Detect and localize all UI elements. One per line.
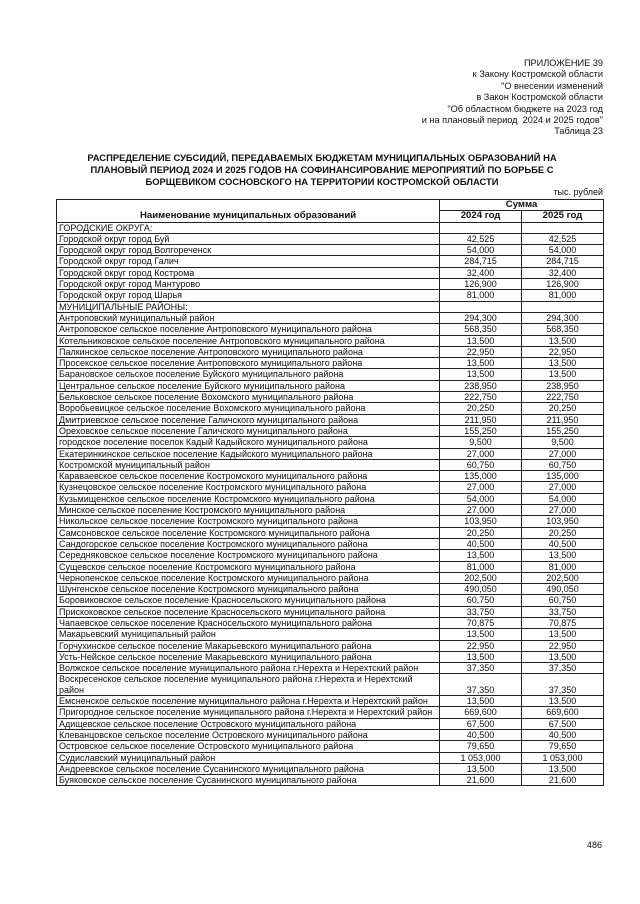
table-row	[57, 763, 604, 774]
amount-2025: 81,000	[522, 290, 604, 301]
municipality-name: Чернопенское сельское поселение Костромского муниципального района	[57, 572, 440, 583]
municipality-name: Усть-Нейское сельское поселение Макарьевского муниципального района	[57, 651, 440, 662]
amount-2025: 70,875	[522, 617, 604, 628]
amount-2024	[440, 222, 522, 233]
amount-2024: 79,650	[440, 741, 522, 752]
table-row	[57, 696, 604, 707]
amount-2025: 54,000	[522, 245, 604, 256]
amount-2025: 13,500	[522, 550, 604, 561]
table-row	[57, 595, 604, 606]
amount-2025: 1 053,000	[522, 752, 604, 763]
amount-2024: 40,500	[440, 729, 522, 740]
amount-2024: 294,300	[440, 312, 522, 323]
table-row	[57, 707, 604, 718]
municipality-name: Макарьевский муниципальный район	[57, 629, 440, 640]
amount-2024: 103,950	[440, 516, 522, 527]
municipality-name: Минское сельское поселение Костромского муниципального района	[57, 505, 440, 516]
table-row	[57, 640, 604, 651]
municipality-name: Сандогорское сельское поселение Костромского муниципального района	[57, 538, 440, 549]
amount-2025: 202,500	[522, 572, 604, 583]
header-line: ПРИЛОЖЕНИЕ 39	[523, 58, 603, 68]
municipality-name: Костромской муниципальный район	[57, 459, 440, 470]
municipality-name: Городской округ город Галич	[57, 256, 440, 267]
amount-2025: 9,500	[522, 437, 604, 448]
table-row	[57, 437, 604, 448]
municipality-name: Дмитриевское сельское поселение Галичского муниципального района	[57, 414, 440, 425]
amount-2024: 126,900	[440, 279, 522, 290]
amount-2024: 13,500	[440, 629, 522, 640]
amount-2024: 20,250	[440, 403, 522, 414]
municipality-name: Шунгенское сельское поселение Костромского муниципального района	[57, 584, 440, 595]
amount-2024: 20,250	[440, 527, 522, 538]
amount-2024: 33,750	[440, 606, 522, 617]
municipality-name: Центральное сельское поселение Буйского муниципального района	[57, 380, 440, 391]
amount-2025: 33,750	[522, 606, 604, 617]
amount-2025: 284,715	[522, 256, 604, 267]
municipality-name: Антроповское сельское поселение Антроповского муниципального района	[57, 324, 440, 335]
municipality-name: Ореховское сельское поселение Галичского муниципального района	[57, 425, 440, 436]
table-row	[57, 471, 604, 482]
table-row	[57, 222, 604, 233]
table-row	[57, 651, 604, 662]
amount-2024: 22,950	[440, 346, 522, 357]
municipality-name: Барановское сельское поселение Буйского муниципального района	[57, 369, 440, 380]
table-row	[57, 358, 604, 369]
amount-2024: 27,000	[440, 448, 522, 459]
municipality-name: Антроповский муниципальный район	[57, 312, 440, 323]
amount-2025: 13,500	[522, 651, 604, 662]
amount-2025: 294,300	[522, 312, 604, 323]
amount-2024: 27,000	[440, 505, 522, 516]
table-row	[57, 572, 604, 583]
municipality-name: Воскресенское сельское поселение муниципального района г.Нерехта и Нерехтский район	[57, 674, 440, 696]
amount-2024: 13,500	[440, 763, 522, 774]
table-row	[57, 493, 604, 504]
municipality-name: Клеванцовское сельское поселение Островского муниципального района	[57, 729, 440, 740]
header-line: к Закону Костромской области	[472, 69, 603, 80]
column-header-name: Наименование муниципальных образований	[57, 200, 440, 223]
amount-2025: 60,750	[522, 595, 604, 606]
municipality-name: Городской округ город Кострома	[57, 267, 440, 278]
table-row	[57, 752, 604, 763]
amount-2024: 81,000	[440, 290, 522, 301]
table-row	[57, 369, 604, 380]
amount-2025: 490,050	[522, 584, 604, 595]
amount-2025: 27,000	[522, 448, 604, 459]
table-row	[57, 663, 604, 674]
municipality-name: Середняковское сельское поселение Костромского муниципального района	[57, 550, 440, 561]
municipality-name: Городской округ город Буй	[57, 233, 440, 244]
table-row	[57, 301, 604, 312]
amount-2025: 40,500	[522, 729, 604, 740]
amount-2024: 32,400	[440, 267, 522, 278]
amount-2025: 81,000	[522, 561, 604, 572]
table-row	[57, 505, 604, 516]
amount-2025: 79,650	[522, 741, 604, 752]
amount-2025: 37,350	[522, 663, 604, 674]
table-row	[57, 256, 604, 267]
amount-2024: 669,600	[440, 707, 522, 718]
table-row	[57, 403, 604, 414]
amount-2025: 568,350	[522, 324, 604, 335]
table-row	[57, 674, 604, 696]
amount-2025: 103,950	[522, 516, 604, 527]
header-line: и на плановый период 2024 и 2025 годов"	[421, 115, 603, 126]
amount-2024: 13,500	[440, 550, 522, 561]
table-row	[57, 584, 604, 595]
municipality-name: ГОРОДСКИЕ ОКРУГА:	[57, 222, 440, 233]
table-row	[57, 606, 604, 617]
municipality-name: Воробьевицкое сельское поселение Вохомского муниципального района	[57, 403, 440, 414]
table-row	[57, 267, 604, 278]
amount-2025: 135,000	[522, 471, 604, 482]
municipality-name: Просекское сельское поселение Антроповского муниципального района	[57, 358, 440, 369]
amount-2024: 60,750	[440, 459, 522, 470]
amount-2024: 40,500	[440, 538, 522, 549]
table-row	[57, 324, 604, 335]
amount-2024: 67,500	[440, 718, 522, 729]
amount-2024: 21,600	[440, 775, 522, 786]
amount-2024: 13,500	[440, 335, 522, 346]
amount-2025: 22,950	[522, 346, 604, 357]
amount-2024: 13,500	[440, 358, 522, 369]
table-row	[57, 245, 604, 256]
amount-2025: 32,400	[522, 267, 604, 278]
column-header-sum: Сумма	[440, 200, 604, 211]
amount-2025: 54,000	[522, 493, 604, 504]
amount-2024: 135,000	[440, 471, 522, 482]
table-row	[57, 550, 604, 561]
municipality-name: Городской округ город Мантурово	[57, 279, 440, 290]
amount-2025: 126,900	[522, 279, 604, 290]
amount-2024	[440, 301, 522, 312]
table-row	[57, 380, 604, 391]
municipality-name: Екатеринкинское сельское поселение Кадыйского муниципального района	[57, 448, 440, 459]
municipality-name: Городской округ город Волгореченск	[57, 245, 440, 256]
municipality-name: Андреевское сельское поселение Сусанинского муниципального района	[57, 763, 440, 774]
table-row	[57, 729, 604, 740]
municipality-name: Волжское сельское поселение муниципального района г.Нерехта и Нерехтский район	[57, 663, 440, 674]
amount-2024: 22,950	[440, 640, 522, 651]
municipality-name: Кузнецовское сельское поселение Костромского муниципального района	[57, 482, 440, 493]
municipality-name: Адищевское сельское поселение Островского муниципального района	[57, 718, 440, 729]
amount-2025: 13,500	[522, 369, 604, 380]
municipality-name: Никольское сельское поселение Костромского муниципального района	[57, 516, 440, 527]
amount-2025	[522, 222, 604, 233]
amount-2025: 22,950	[522, 640, 604, 651]
municipality-name: Судиславский муниципальный район	[57, 752, 440, 763]
table-row	[57, 629, 604, 640]
amount-2025: 27,000	[522, 482, 604, 493]
table-row	[57, 290, 604, 301]
amount-2025: 13,500	[522, 358, 604, 369]
amount-2025	[522, 301, 604, 312]
municipality-name: Горчухинское сельское поселение Макарьевского муниципального района	[57, 640, 440, 651]
municipality-name: городское поселение поселок Кадый Кадыйского муниципального района	[57, 437, 440, 448]
amount-2025: 27,000	[522, 505, 604, 516]
amount-2024: 37,350	[440, 663, 522, 674]
municipality-name: Кузьмищенское сельское поселение Костромского муниципального района	[57, 493, 440, 504]
amount-2025: 40,500	[522, 538, 604, 549]
page-number: 486	[586, 840, 602, 850]
amount-2025: 42,525	[522, 233, 604, 244]
municipality-name: Палкинское сельское поселение Антроповского муниципального района	[57, 346, 440, 357]
header-line: в Закон Костромской области	[476, 92, 603, 103]
municipality-name: Буяковское сельское поселение Сусанинского муниципального района	[57, 775, 440, 786]
amount-2025: 20,250	[522, 403, 604, 414]
table-row	[57, 516, 604, 527]
municipality-name: Городской округ город Шарья	[57, 290, 440, 301]
amount-2024: 37,350	[440, 674, 522, 696]
municipality-name: Бельковское сельское поселение Вохомского муниципального района	[57, 392, 440, 403]
amount-2025: 211,950	[522, 414, 604, 425]
table-row	[57, 527, 604, 538]
amount-2024: 13,500	[440, 651, 522, 662]
municipality-name: Емсненское сельское поселение муниципального района г.Нерехта и Нерехтский район	[57, 696, 440, 707]
amount-2024: 155,250	[440, 425, 522, 436]
municipality-name: Боровиковское сельское поселение Красносельского муниципального района	[57, 595, 440, 606]
amount-2025: 155,250	[522, 425, 604, 436]
table-row	[57, 312, 604, 323]
document-title: РАСПРЕДЕЛЕНИЕ СУБСИДИЙ, ПЕРЕДАВАЕМЫХ БЮДЖЕТАМ МУНИЦИПАЛЬНЫХ ОБРАЗОВАНИЙ НА ПЛАНОВЫЙ ПЕРИОД 2024 И 2025 ГОДОВ НА СОФИНАНСИРОВАНИЕ МЕРОПРИЯТИЙ ПО БОРЬБЕ С БОРЩЕВИКОМ СОСНОВСКОГО НА ТЕРРИТОРИИ КОСТРОМСКОЙ ОБЛАСТИ	[87, 152, 557, 187]
amount-2025: 669,600	[522, 707, 604, 718]
units-label: тыс. рублей	[553, 187, 603, 197]
table-row	[57, 346, 604, 357]
amount-2024: 54,000	[440, 493, 522, 504]
municipality-name: Самсоновское сельское поселение Костромского муниципального района	[57, 527, 440, 538]
amount-2024: 54,000	[440, 245, 522, 256]
amount-2024: 568,350	[440, 324, 522, 335]
municipality-name: Сущевское сельское поселение Костромского муниципального района	[57, 561, 440, 572]
amount-2024: 81,000	[440, 561, 522, 572]
amount-2025: 60,750	[522, 459, 604, 470]
column-header-2024: 2024 год	[440, 211, 522, 222]
amount-2024: 42,525	[440, 233, 522, 244]
table-header-row	[57, 200, 604, 211]
table-row	[57, 741, 604, 752]
municipality-name: Островское сельское поселение Островского муниципального района	[57, 741, 440, 752]
amount-2025: 13,500	[522, 629, 604, 640]
table-row	[57, 335, 604, 346]
amount-2025: 37,350	[522, 674, 604, 696]
amount-2025: 238,950	[522, 380, 604, 391]
municipality-name: Котельниковское сельское поселение Антроповского муниципального района	[57, 335, 440, 346]
amount-2024: 238,950	[440, 380, 522, 391]
table-row	[57, 279, 604, 290]
subsidy-table	[56, 199, 604, 786]
amount-2024: 27,000	[440, 482, 522, 493]
amount-2024: 1 053,000	[440, 752, 522, 763]
column-header-2025: 2025 год	[522, 211, 604, 222]
municipality-name: Прискоковское сельское поселение Красносельского муниципального района	[57, 606, 440, 617]
table-row	[57, 392, 604, 403]
amount-2025: 13,500	[522, 335, 604, 346]
amount-2024: 60,750	[440, 595, 522, 606]
header-line: "О внесении изменений	[501, 80, 603, 91]
amount-2024: 202,500	[440, 572, 522, 583]
amount-2024: 9,500	[440, 437, 522, 448]
municipality-name: Чапаевское сельское поселение Красносельского муниципального района	[57, 617, 440, 628]
amount-2025: 13,500	[522, 696, 604, 707]
table-row	[57, 459, 604, 470]
document-header	[422, 58, 603, 138]
table-row	[57, 233, 604, 244]
table-body	[57, 222, 604, 786]
header-line: "Об областном бюджете на 2023 год	[447, 103, 603, 114]
table-row	[57, 561, 604, 572]
amount-2025: 20,250	[522, 527, 604, 538]
amount-2024: 13,500	[440, 696, 522, 707]
municipality-name: Пригородное сельское поселение муниципального района г.Нерехта и Нерехтский район	[57, 707, 440, 718]
amount-2024: 13,500	[440, 369, 522, 380]
table-row	[57, 482, 604, 493]
table-row	[57, 617, 604, 628]
amount-2024: 284,715	[440, 256, 522, 267]
amount-2025: 13,500	[522, 763, 604, 774]
amount-2024: 222,750	[440, 392, 522, 403]
amount-2025: 21,600	[522, 775, 604, 786]
table-row	[57, 425, 604, 436]
amount-2024: 70,875	[440, 617, 522, 628]
table-row	[57, 414, 604, 425]
amount-2025: 222,750	[522, 392, 604, 403]
header-line: Таблица 23	[554, 126, 603, 137]
table-row	[57, 718, 604, 729]
municipality-name: МУНИЦИПАЛЬНЫЕ РАЙОНЫ:	[57, 301, 440, 312]
amount-2025: 67,500	[522, 718, 604, 729]
table-row	[57, 448, 604, 459]
municipality-name: Караваевское сельское поселение Костромского муниципального района	[57, 471, 440, 482]
amount-2024: 211,950	[440, 414, 522, 425]
table-row	[57, 775, 604, 786]
table-row	[57, 538, 604, 549]
amount-2024: 490,050	[440, 584, 522, 595]
